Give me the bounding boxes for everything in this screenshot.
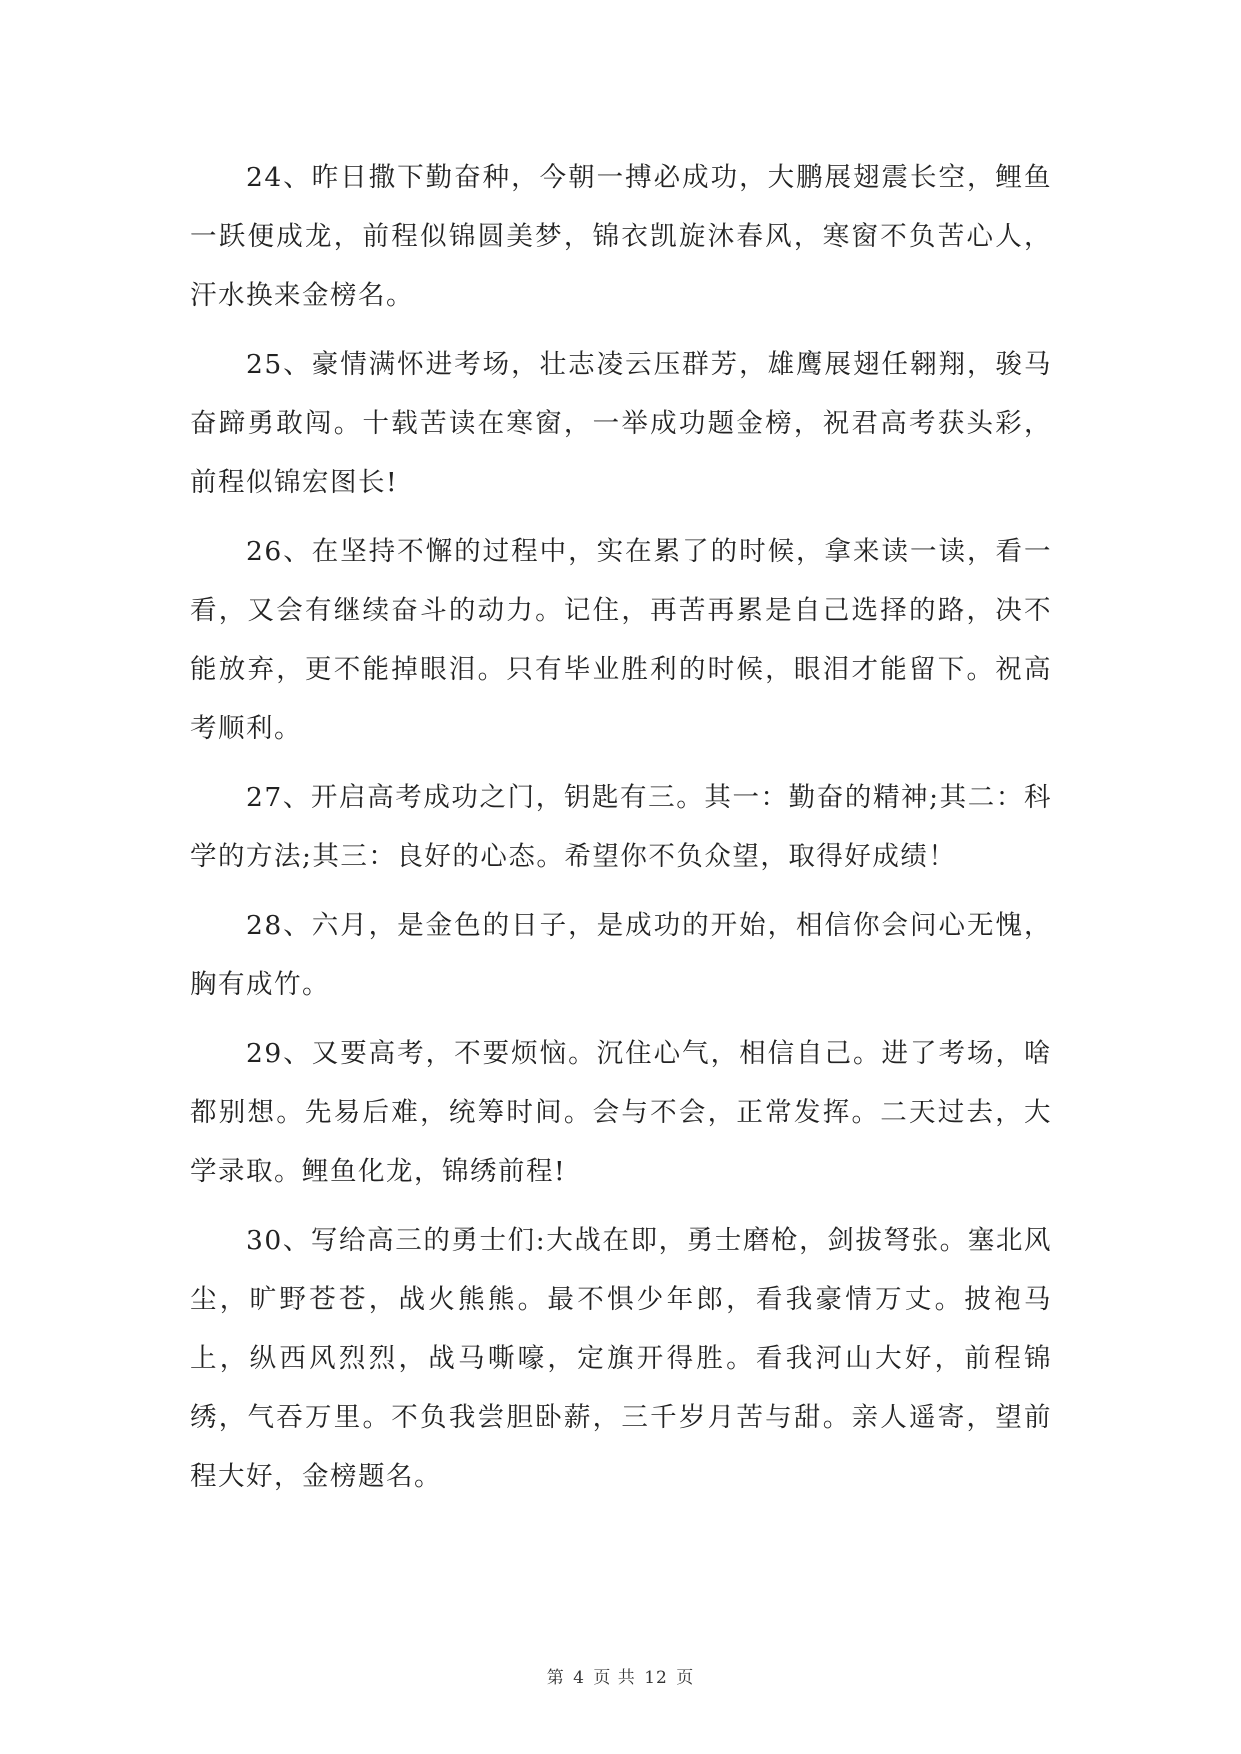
paragraph-24: 24、昨日撒下勤奋种，今朝一搏必成功，大鹏展翅震长空，鲤鱼一跃便成龙，前程似锦圆美梦，锦衣凯旋沐春风，寒窗不负苦心人，汗水换来金榜名。 bbox=[190, 162, 1052, 311]
paragraph-29: 29、又要高考，不要烦恼。沉住心气，相信自己。进了考场，啥都别想。先易后难，统筹时间。会与不会，正常发挥。二天过去，大学录取。鲤鱼化龙，锦绣前程! bbox=[190, 1038, 1052, 1187]
paragraph-28: 28、六月，是金色的日子，是成功的开始，相信你会问心无愧，胸有成竹。 bbox=[190, 910, 1052, 1000]
footer-suffix: 页 bbox=[676, 1668, 695, 1688]
footer-current-page: 4 bbox=[573, 1668, 585, 1688]
page-body bbox=[190, 148, 1052, 1516]
paragraph-30: 30、写给高三的勇士们:大战在即，勇士磨枪，剑拔弩张。塞北风尘，旷野苍苍，战火熊熊。最不惧少年郎，看我豪情万丈。披袍马上，纵西风烈烈，战马嘶嚎，定旗开得胜。看我河山大好，前程锦绣，气吞万里。不负我尝胆卧薪，三千岁月苦与甜。亲人遥寄，望前程大好，金榜题名。 bbox=[190, 1225, 1052, 1492]
footer-prefix: 第 bbox=[546, 1668, 565, 1688]
footer-total-pages: 12 bbox=[644, 1668, 668, 1688]
paragraph-27: 27、开启高考成功之门，钥匙有三。其一：勤奋的精神;其二：科学的方法;其三：良好的心态。希望你不负众望，取得好成绩！ bbox=[190, 782, 1052, 872]
footer-middle: 页 共 bbox=[593, 1668, 636, 1688]
paragraph-26: 26、在坚持不懈的过程中，实在累了的时候，拿来读一读，看一看，又会有继续奋斗的动力。记住，再苦再累是自己选择的路，决不能放弃，更不能掉眼泪。只有毕业胜利的时候，眼泪才能留下。祝高考顺利。 bbox=[190, 536, 1052, 744]
paragraph-25: 25、豪情满怀进考场，壮志凌云压群芳，雄鹰展翅任翱翔，骏马奋蹄勇敢闯。十载苦读在寒窗，一举成功题金榜，祝君高考获头彩，前程似锦宏图长! bbox=[190, 349, 1052, 498]
page-footer bbox=[0, 1666, 1241, 1690]
